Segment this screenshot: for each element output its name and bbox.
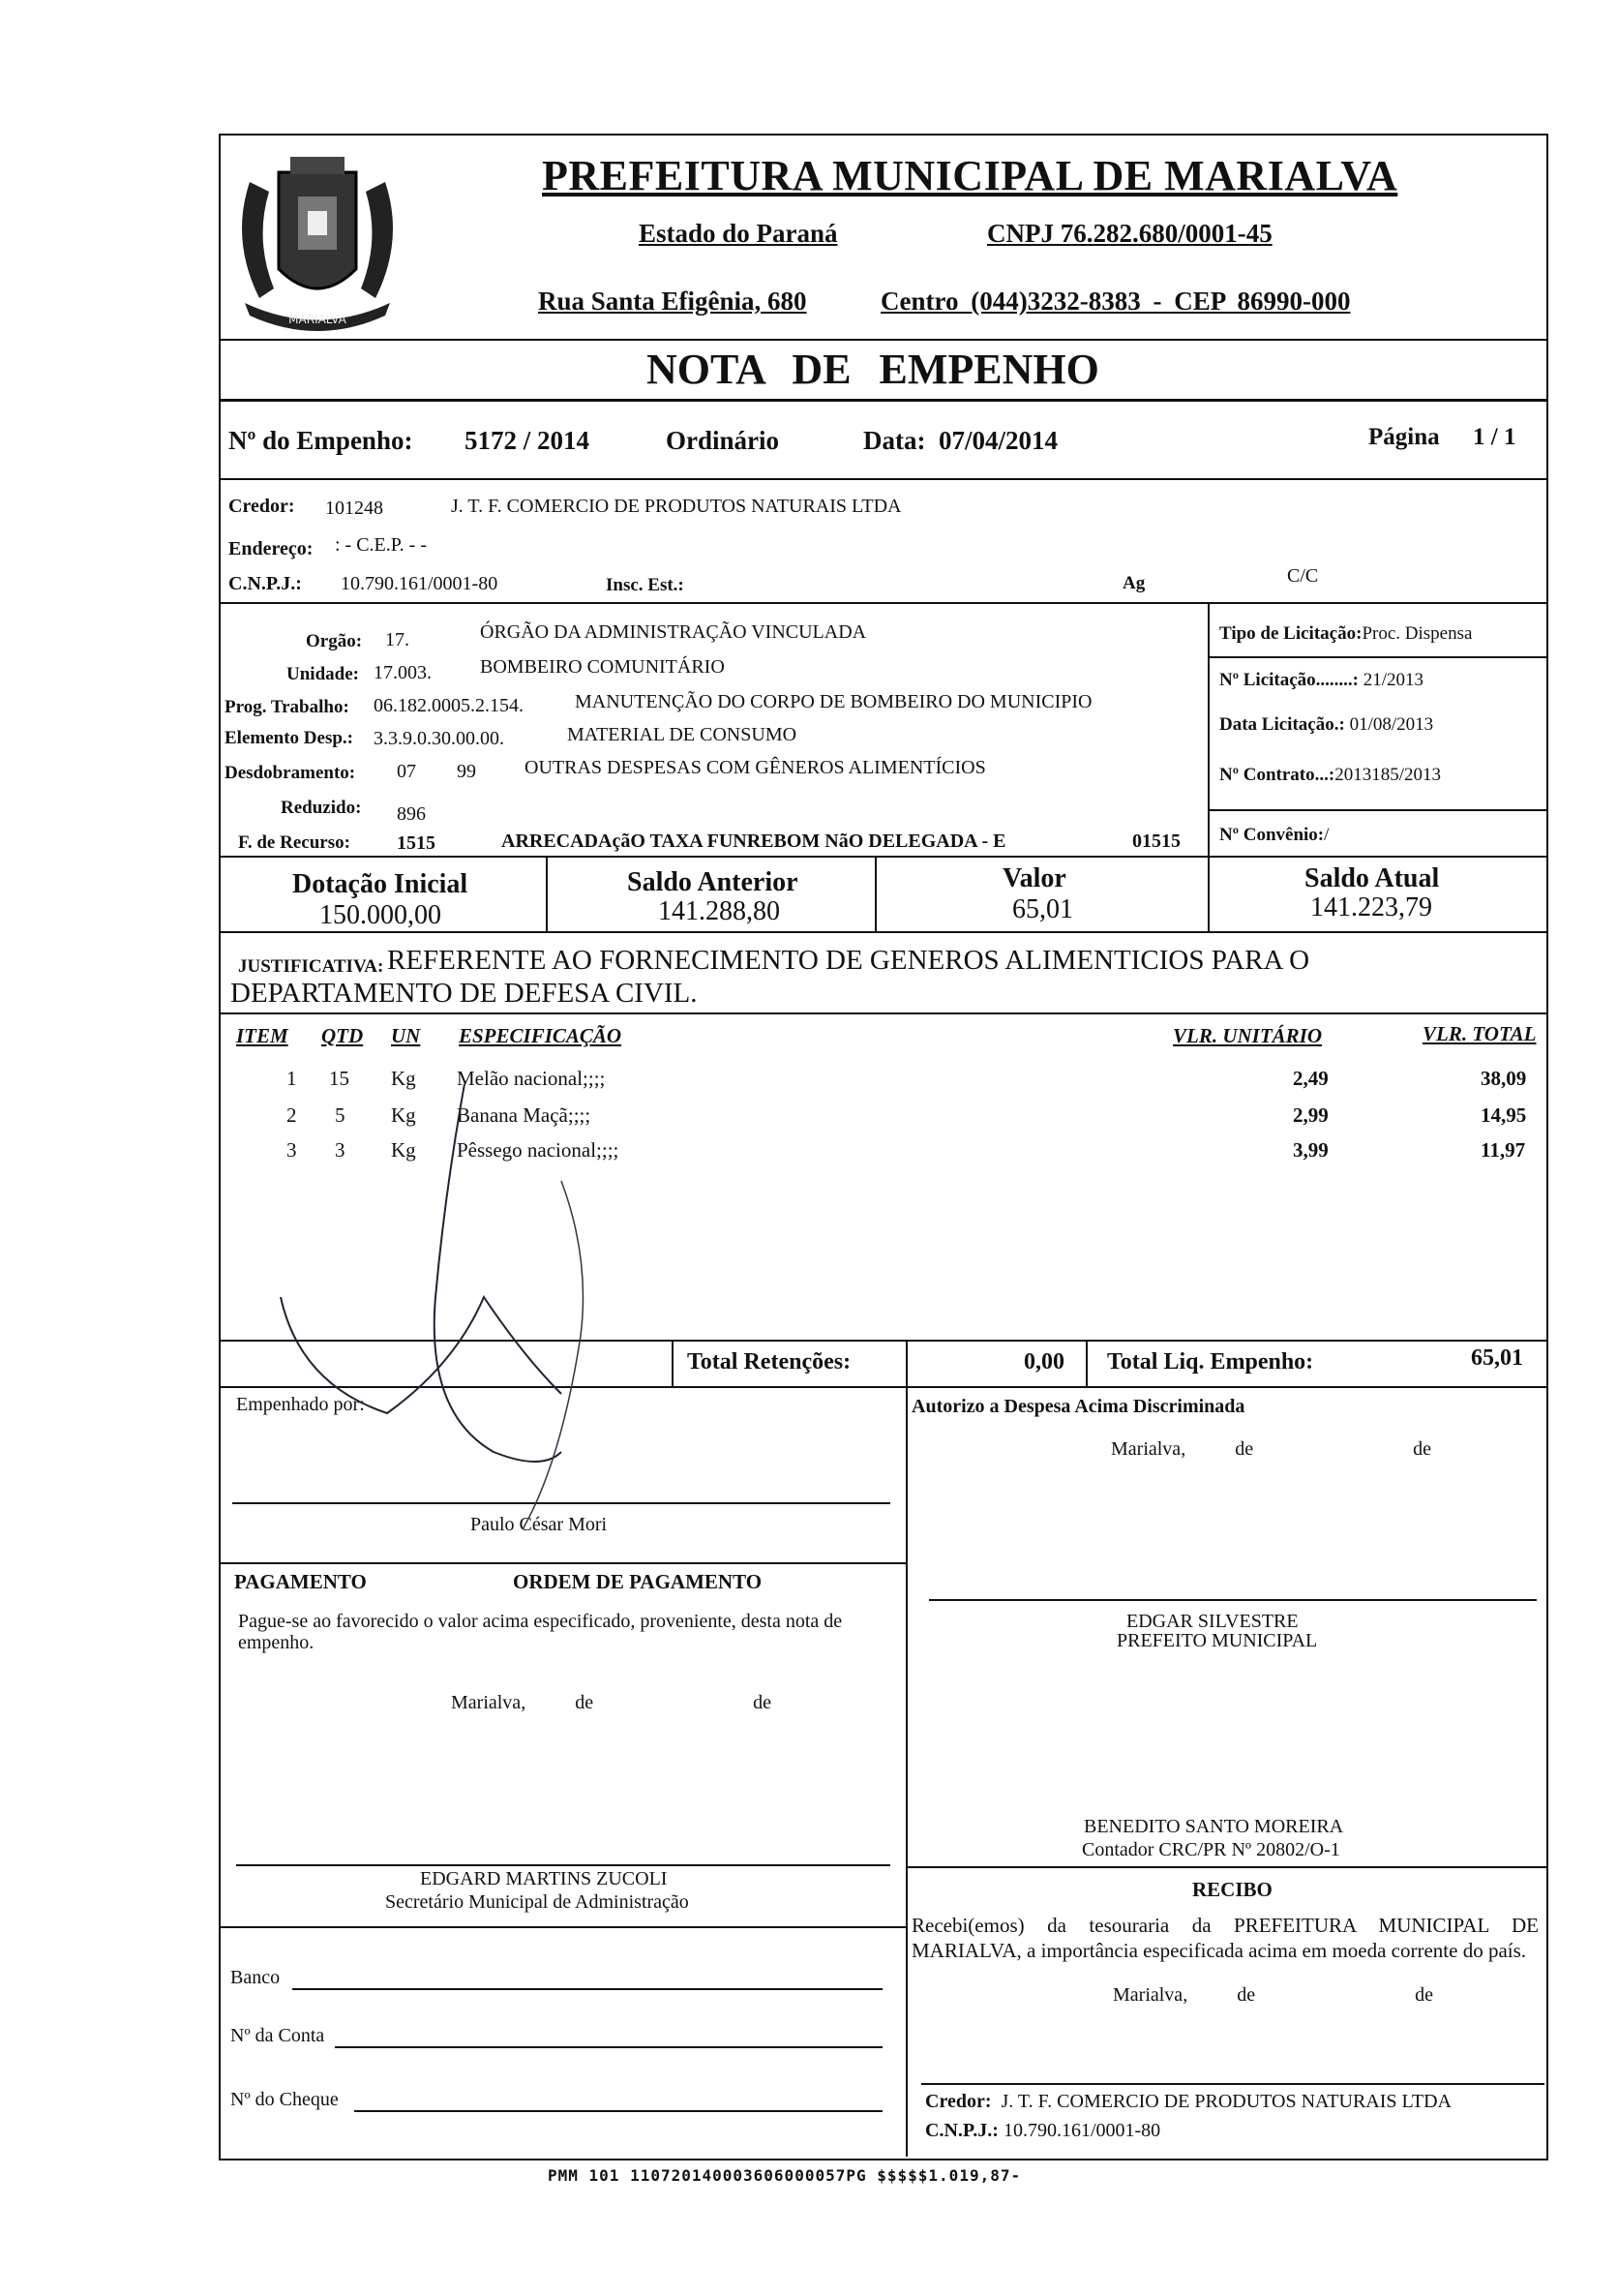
dotacao-label: Dotação Inicial [292,869,468,899]
convenio [1219,825,1329,846]
col-item: ITEM [236,1024,288,1047]
tipo-licitacao [1219,623,1472,645]
saldo-atual-value: 141.223,79 [1310,892,1432,922]
reduzido-label: Reduzido: [281,798,362,818]
data-licitacao-value: 01/08/2013 [1349,714,1434,735]
credor-name: J. T. F. COMERCIO DE PRODUTOS NATURAIS LTDA [451,496,902,517]
recibo-credor-label: Credor: [925,2091,992,2112]
divider [1208,656,1546,658]
autorizo-label: Autorizo a Despesa Acima Discriminada [912,1396,1245,1417]
divider [219,1012,1546,1014]
prog-name: MANUTENÇÃO DO CORPO DE BOMBEIRO DO MUNICIPIO [575,691,1093,712]
contrato-value: 2013185/2013 [1334,765,1441,785]
contrato [1219,765,1441,786]
item-spec: Melão nacional;;;; [457,1067,606,1090]
divider [1208,602,1210,931]
col-total-value: VLR. TOTAL [1423,1022,1537,1045]
justificativa-text-2: DEPARTAMENTO DE DEFESA CIVIL. [230,978,698,1009]
divider [219,399,1546,402]
elemento-label: Elemento Desp.: [225,728,353,748]
recibo-label: RECIBO [1192,1878,1273,1901]
data-licitacao-label: Data Licitação.: [1219,714,1345,735]
credor-label: Credor: [228,496,295,517]
item-spec: Pêssego nacional;;;; [457,1138,619,1162]
cheque-line [354,2110,883,2112]
justificativa-label: JUSTIFICATIVA: [238,956,384,977]
desdobramento-name: OUTRAS DESPESAS COM GÊNEROS ALIMENTÍCIOS [524,757,986,778]
recibo-cnpj [925,2120,1160,2142]
num-licitacao-label: Nº Licitação........: [1219,670,1359,690]
orgao-name: ÓRGÃO DA ADMINISTRAÇÃO VINCULADA [480,621,867,643]
divider [1208,809,1546,811]
secretario-title: Secretário Municipal de Administração [385,1891,689,1913]
cnpj-credor-value: 10.790.161/0001-80 [341,573,498,594]
recibo-cnpj-label: C.N.P.J.: [925,2120,999,2141]
signature-line [236,1864,890,1866]
table-row [0,1103,1618,1133]
item-number: 1 [286,1067,297,1090]
num-licitacao-value: 21/2013 [1363,670,1424,690]
insc-label: Insc. Est.: [606,575,684,595]
elemento-code: 3.3.9.0.30.00.00. [374,728,504,749]
convenio-value: / [1324,825,1330,845]
saldo-atual-label: Saldo Atual [1304,863,1440,893]
credor-code: 101248 [325,498,383,519]
prog-label: Prog. Trabalho: [225,697,349,717]
conta-line [335,2046,883,2048]
divider [219,339,1546,341]
table-row [0,1138,1618,1167]
retencoes-label: Total Retenções: [687,1349,852,1375]
col-un: UN [391,1024,421,1047]
desdobramento-code: 07 [397,761,416,782]
city: Marialva, [1113,1984,1188,2006]
pagamento-label: PAGAMENTO [234,1570,367,1593]
orgao-label: Orgão: [306,631,363,651]
prefeito-name: EDGAR SILVESTRE [1126,1611,1299,1632]
recibo-date [1113,1984,1433,2007]
prefeito-title: PREFEITO MUNICIPAL [1117,1630,1318,1651]
ag-label: Ag [1123,573,1146,593]
recibo-credor-name: J. T. F. COMERCIO DE PRODUTOS NATURAIS LTDA [1001,2091,1452,2112]
divider [906,1866,1546,1868]
liquido-value: 65,01 [1471,1345,1523,1371]
ordem-label: ORDEM DE PAGAMENTO [513,1570,763,1593]
recurso-name: ARRECADAçãO TAXA FUNREBOM NãO DELEGADA - E [501,831,1006,852]
item-total-value: 14,95 [1481,1103,1527,1127]
page-title: PREFEITURA MUNICIPAL DE MARIALVA [542,152,1398,199]
contador-title: Contador CRC/PR Nº 20802/O-1 [1082,1839,1340,1860]
handwritten-signature [271,1045,677,1549]
divider [1086,1340,1088,1388]
desdobramento-label: Desdobramento: [225,763,356,783]
item-qtd: 5 [335,1103,345,1127]
divider [219,478,1546,480]
empenhado-label: Empenhado por: [236,1394,365,1415]
liquido-label: Total Liq. Empenho: [1107,1349,1314,1375]
cnpj-label: CNPJ 76.282.680/0001-45 [987,219,1273,248]
num-licitacao [1219,670,1423,691]
col-unit-value: VLR. UNITÁRIO [1173,1024,1323,1047]
signature-line [929,1599,1537,1601]
recibo-cnpj-value: 10.790.161/0001-80 [1003,2120,1161,2141]
date-de: de [753,1692,771,1713]
date-de: de [1235,1438,1254,1460]
item-un: Kg [391,1138,416,1162]
date-de: de [1237,1984,1256,2006]
orgao-code: 17. [385,629,409,650]
divider [219,931,1546,933]
item-un: Kg [391,1067,416,1090]
divider [219,1926,908,1928]
secretario-name: EDGARD MARTINS ZUCOLI [420,1868,668,1889]
tipo-licitacao-label: Tipo de Licitação: [1219,623,1363,644]
recurso-label: F. de Recurso: [238,832,350,853]
pague-date [451,1692,771,1714]
contador-name: BENEDITO SANTO MOREIRA [1084,1816,1344,1837]
valor-label: Valor [1003,863,1066,893]
divider [921,2083,1544,2085]
item-total-value: 11,97 [1481,1138,1526,1162]
item-un: Kg [391,1103,416,1127]
reduzido-value: 896 [397,803,426,825]
endereco-label: Endereço: [228,538,314,559]
banco-line [292,1988,883,1990]
justificativa-text-1: REFERENTE AO FORNECIMENTO DE GENEROS ALIMENTICIOS PARA O [387,945,1310,976]
date-de: de [1413,1438,1431,1460]
item-spec: Banana Maçã;;;; [457,1103,591,1127]
item-unit-value: 3,99 [1293,1138,1329,1162]
date-de: de [575,1692,594,1713]
empenho-date: 07/04/2014 [939,426,1059,455]
cnpj-credor-label: C.N.P.J.: [228,573,302,594]
empenho-number: 5172 / 2014 [464,426,590,455]
cc-label: C/C [1287,565,1319,587]
desdobramento-code2: 99 [457,761,476,782]
unidade-code: 17.003. [374,662,432,683]
recibo-text: Recebi(emos) da tesouraria da PREFEITURA MUNICIPAL DE MARIALVA, a importância especificada acima em moeda corrente do país. [912,1914,1539,1962]
address-label: Centro (044)3232-8383 - CEP 86990-000 [881,287,1351,316]
item-unit-value: 2,99 [1293,1103,1329,1127]
unidade-name: BOMBEIRO COMUNITÁRIO [480,656,725,678]
elemento-name: MATERIAL DE CONSUMO [567,724,797,745]
item-qtd: 3 [335,1138,345,1162]
date-de: de [1415,1984,1433,2006]
city: Marialva, [451,1692,526,1713]
city: Marialva, [1111,1438,1186,1460]
municipal-crest-logo [221,143,414,337]
conta-label: Nº da Conta [230,2025,325,2046]
convenio-label: Nº Convênio: [1219,825,1325,845]
page-number: 1 / 1 [1473,424,1516,450]
empenho-type: Ordinário [666,426,780,455]
recurso-code: 1515 [397,832,435,854]
item-number: 2 [286,1103,297,1127]
divider [906,1386,908,2157]
crest-text: MARIALVA [288,313,346,326]
unidade-label: Unidade: [286,664,359,684]
banco-label: Banco [230,1967,281,1988]
autorizo-date [1111,1438,1431,1461]
divider [906,1340,908,1388]
page-label: Página [1368,424,1440,450]
endereco-value: : - C.E.P. - - [335,534,427,556]
dotacao-value: 150.000,00 [319,900,441,930]
divider [219,856,1546,858]
saldo-anterior-value: 141.288,80 [658,896,780,926]
date-label: Data: [863,426,926,455]
tipo-licitacao-value: Proc. Dispensa [1362,623,1473,644]
pague-text: Pague-se ao favorecido o valor acima especificado, proveniente, desta nota de empenho. [238,1611,843,1653]
item-number: 3 [286,1138,297,1162]
divider [219,602,1546,604]
cheque-label: Nº do Cheque [230,2089,339,2110]
valor-value: 65,01 [1012,894,1073,924]
table-row [0,1067,1618,1096]
contrato-label: Nº Contrato...: [1219,765,1335,785]
prog-code: 06.182.0005.2.154. [374,695,524,716]
saldo-anterior-label: Saldo Anterior [627,867,798,897]
footer-code: PMM 101 110720140003606000057PG $$$$$1.019,87- [548,2166,1022,2185]
item-qtd: 15 [329,1067,349,1090]
data-licitacao [1219,714,1433,736]
divider [546,856,548,931]
item-total-value: 38,09 [1481,1067,1527,1090]
col-spec: ESPECIFICAÇÃO [459,1024,622,1047]
empenhado-name: Paulo César Mori [470,1514,608,1535]
recurso-code2: 01515 [1132,831,1181,852]
state-label: Estado do Paraná [639,219,838,248]
retencoes-value: 0,00 [1024,1349,1064,1375]
recibo-credor [925,2091,1452,2113]
col-qtd: QTD [321,1024,364,1047]
empenho-label: Nº do Empenho: [228,426,413,455]
divider [875,856,877,931]
street-label: Rua Santa Efigênia, 680 [538,287,807,316]
document-title: NOTA DE EMPENHO [646,346,1099,393]
item-unit-value: 2,49 [1293,1067,1329,1090]
divider [219,1562,908,1564]
